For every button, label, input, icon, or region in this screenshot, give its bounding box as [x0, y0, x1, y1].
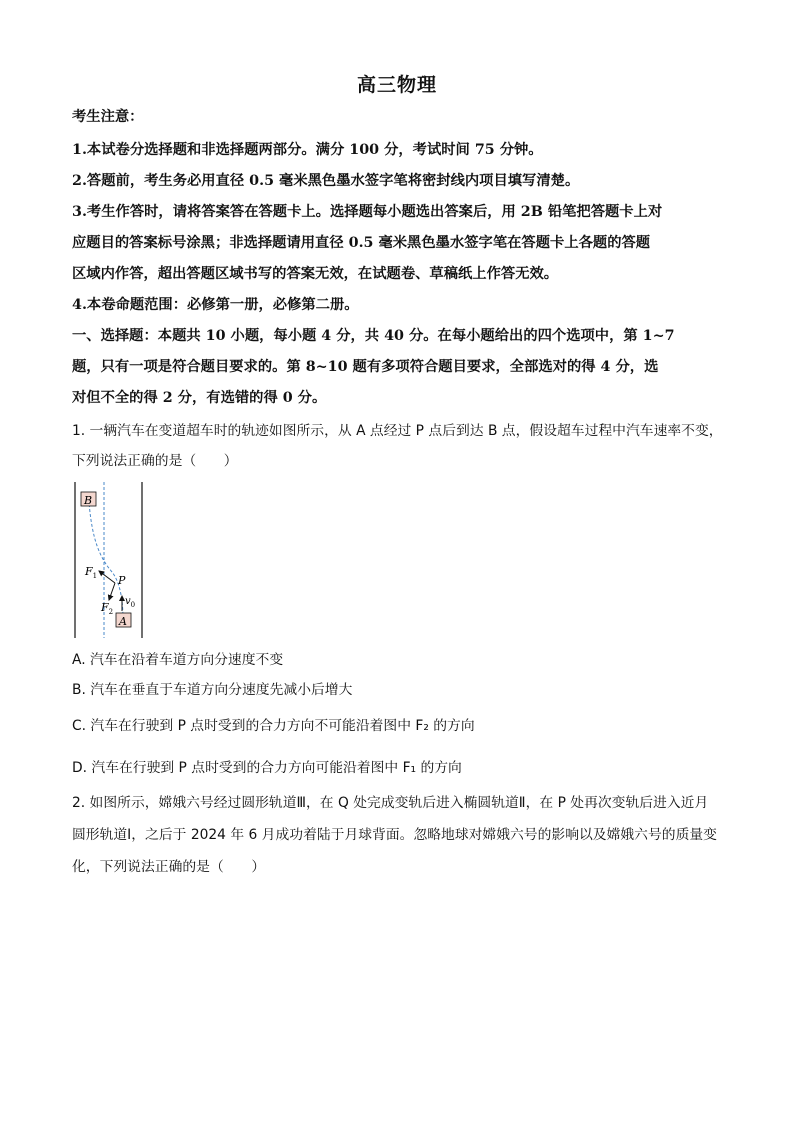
label-f1: $F_1$	[85, 565, 98, 580]
notice-item: 4.本卷命题范围：必修第一册，必修第二册。	[72, 297, 359, 313]
label-f2: $F_2$	[101, 601, 114, 616]
lane-change-diagram	[72, 480, 152, 640]
notice-item: 1.本试卷分选择题和非选择题两部分。满分 100 分，考试时间 75 分钟。	[72, 142, 543, 158]
option-c: C. 汽车在行驶到 P 点时受到的合力方向不可能沿着图中 F₂ 的方向	[72, 718, 475, 734]
question-2-stem: 圆形轨道Ⅰ，之后于 2024 年 6 月成功着陆于月球背面。忽略地球对嫦娥六号的影响以及嫦娥六号的质量变	[72, 827, 717, 843]
force-f1-arrow	[99, 571, 115, 583]
question-2-stem: 2. 如图所示，嫦娥六号经过圆形轨道Ⅲ，在 Q 处完成变轨后进入椭圆轨道Ⅱ，在 P 处再次变轨后进入近月	[72, 795, 709, 811]
question-1-figure	[72, 480, 152, 640]
question-1-stem: 下列说法正确的是（ ）	[72, 453, 238, 469]
notice-item: 2.答题前，考生务必用直径 0.5 毫米黑色墨水签字笔将密封线内项目填写清楚。	[72, 173, 580, 189]
option-a: A. 汽车在沿着车道方向分速度不变	[72, 652, 284, 668]
notice-item: 应题目的答案标号涂黑；非选择题请用直径 0.5 毫米黑色墨水签字笔在答题卡上各题的答题	[72, 235, 651, 251]
notice-item: 3.考生作答时，请将答案答在答题卡上。选择题每小题选出答案后，用 2B 铅笔把答题卡上对	[72, 204, 663, 220]
option-d: D. 汽车在行驶到 P 点时受到的合力方向可能沿着图中 F₁ 的方向	[72, 760, 462, 776]
section-heading-line: 一、选择题：本题共 10 小题，每小题 4 分，共 40 分。在每小题给出的四个选项中，第 1~7	[72, 328, 675, 344]
label-a: A	[119, 615, 127, 628]
section-heading-line: 对但不全的得 2 分，有选错的得 0 分。	[72, 390, 327, 406]
label-b: B	[84, 494, 93, 507]
option-b: B. 汽车在垂直于车道方向分速度先减小后增大	[72, 682, 353, 698]
force-f2-arrow	[109, 583, 115, 600]
page-title: 高三物理	[356, 74, 437, 96]
notice-item: 区域内作答，超出答题区域书写的答案无效，在试题卷、草稿纸上作答无效。	[72, 266, 559, 282]
notice-heading: 考生注意：	[72, 109, 144, 125]
label-v0: $v_0$	[125, 596, 136, 609]
label-p: P	[118, 574, 126, 587]
question-1-stem: 1. 一辆汽车在变道超车时的轨迹如图所示，从 A 点经过 P 点后到达 B 点，假设超车过程中汽车速率不变，	[72, 423, 723, 439]
section-heading-line: 题，只有一项是符合题目要求的。第 8~10 题有多项符合题目要求，全部选对的得 4 分，选	[72, 359, 659, 375]
question-2-stem: 化，下列说法正确的是（ ）	[72, 859, 266, 875]
